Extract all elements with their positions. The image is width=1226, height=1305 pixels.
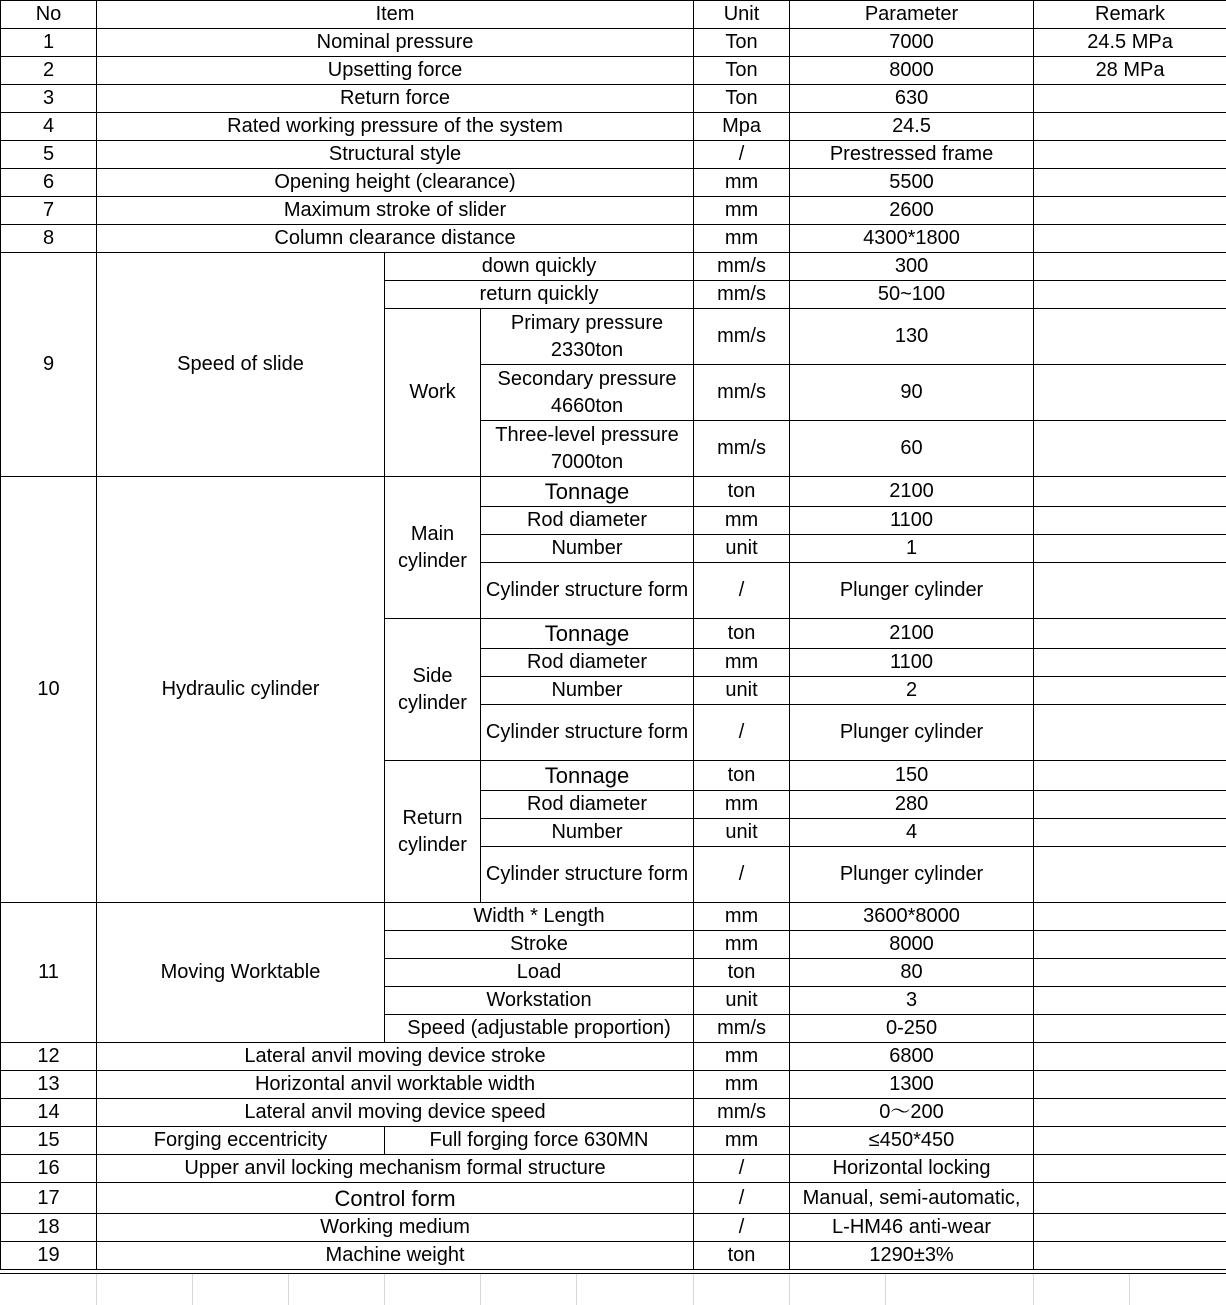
row-parameter: 130 <box>790 309 1034 365</box>
row-item: Machine weight <box>97 1242 694 1270</box>
row-unit: Mpa <box>694 113 790 141</box>
row-no: 17 <box>1 1183 97 1214</box>
row-no: 4 <box>1 113 97 141</box>
row-unit: / <box>694 705 790 761</box>
row-item: Maximum stroke of slider <box>97 197 694 225</box>
row-no: 3 <box>1 85 97 113</box>
row-unit: unit <box>694 819 790 847</box>
row-remark <box>1034 253 1226 281</box>
sub-item: Number <box>481 677 694 705</box>
header-item: Item <box>97 1 694 29</box>
row-remark <box>1034 903 1226 931</box>
sub-item: Tonnage <box>481 477 694 507</box>
row-remark <box>1034 477 1226 507</box>
sub-item: Secondary pressure 4660ton <box>481 365 694 421</box>
row-unit: mm/s <box>694 281 790 309</box>
row-unit: mm <box>694 507 790 535</box>
row-item: Opening height (clearance) <box>97 169 694 197</box>
row-item: Control form <box>97 1183 694 1214</box>
row-remark <box>1034 791 1226 819</box>
row-remark <box>1034 507 1226 535</box>
row-unit: mm/s <box>694 1099 790 1127</box>
row-parameter: 80 <box>790 959 1034 987</box>
row-remark <box>1034 705 1226 761</box>
row-unit: / <box>694 847 790 903</box>
table-row <box>1 85 1226 113</box>
row-remark <box>1034 619 1226 649</box>
row-item: Structural style <box>97 141 694 169</box>
row-unit: unit <box>694 535 790 563</box>
row-item: Forging eccentricity <box>97 1127 385 1155</box>
table-row <box>1 113 1226 141</box>
header-unit: Unit <box>694 1 790 29</box>
row-parameter: Manual, semi-automatic, <box>790 1183 1034 1214</box>
row-parameter: 1100 <box>790 507 1034 535</box>
table-row <box>1 1183 1226 1214</box>
row-no: 18 <box>1 1214 97 1242</box>
row-remark <box>1034 931 1226 959</box>
row-unit: mm <box>694 225 790 253</box>
row-unit: Ton <box>694 57 790 85</box>
row-parameter: 150 <box>790 761 1034 791</box>
row-remark <box>1034 1071 1226 1099</box>
row-parameter: 2 <box>790 677 1034 705</box>
row-parameter: 3 <box>790 987 1034 1015</box>
row-unit: / <box>694 1155 790 1183</box>
sub-item: Rod diameter <box>481 791 694 819</box>
row-unit: / <box>694 1214 790 1242</box>
row-unit: mm <box>694 931 790 959</box>
row-remark <box>1034 1214 1226 1242</box>
row-unit: ton <box>694 1242 790 1270</box>
row-parameter: 280 <box>790 791 1034 819</box>
row-no: 2 <box>1 57 97 85</box>
row-item: Upper anvil locking mechanism formal structure <box>97 1155 694 1183</box>
row-remark: 24.5 MPa <box>1034 29 1226 57</box>
header-row <box>1 1 1226 29</box>
row-no: 13 <box>1 1071 97 1099</box>
row-parameter: 3600*8000 <box>790 903 1034 931</box>
row-item: Nominal pressure <box>97 29 694 57</box>
row-remark <box>1034 1043 1226 1071</box>
row-unit: mm <box>694 649 790 677</box>
sub-item: Load <box>385 959 694 987</box>
table-row <box>1 1071 1226 1099</box>
row-parameter: 24.5 <box>790 113 1034 141</box>
row-item: Lateral anvil moving device speed <box>97 1099 694 1127</box>
sub-group: Work <box>385 309 481 477</box>
row-item: Column clearance distance <box>97 225 694 253</box>
row-remark <box>1034 563 1226 619</box>
row-unit: mm <box>694 169 790 197</box>
row-unit: mm <box>694 197 790 225</box>
row-no: 11 <box>1 903 97 1043</box>
row-remark <box>1034 365 1226 421</box>
row-remark <box>1034 959 1226 987</box>
row-remark <box>1034 1127 1226 1155</box>
row-no: 14 <box>1 1099 97 1127</box>
row-unit: mm <box>694 1127 790 1155</box>
row-parameter: L-HM46 anti-wear <box>790 1214 1034 1242</box>
empty-grid-row <box>0 1273 1226 1305</box>
row-parameter: 1290±3% <box>790 1242 1034 1270</box>
row-remark <box>1034 169 1226 197</box>
sub-item: Rod diameter <box>481 507 694 535</box>
row-parameter: Plunger cylinder <box>790 705 1034 761</box>
table-row <box>1 477 1226 507</box>
row-remark <box>1034 141 1226 169</box>
row-remark <box>1034 1015 1226 1043</box>
sub-item: Cylinder structure form <box>481 563 694 619</box>
row-item: Return force <box>97 85 694 113</box>
row-unit: mm <box>694 903 790 931</box>
table-row <box>1 1242 1226 1270</box>
row-unit: unit <box>694 987 790 1015</box>
row-unit: / <box>694 1183 790 1214</box>
row-item: Rated working pressure of the system <box>97 113 694 141</box>
table-row <box>1 57 1226 85</box>
row-no: 6 <box>1 169 97 197</box>
row-unit: / <box>694 563 790 619</box>
row-unit: mm <box>694 1071 790 1099</box>
row-unit: ton <box>694 619 790 649</box>
grid-line <box>576 1274 577 1305</box>
row-remark <box>1034 761 1226 791</box>
sub-item: Cylinder structure form <box>481 847 694 903</box>
row-unit: mm/s <box>694 309 790 365</box>
table-row <box>1 1155 1226 1183</box>
row-no: 9 <box>1 253 97 477</box>
row-parameter: 2100 <box>790 619 1034 649</box>
row-no: 19 <box>1 1242 97 1270</box>
row-parameter: 90 <box>790 365 1034 421</box>
sub-item: Stroke <box>385 931 694 959</box>
row-item: Speed of slide <box>97 253 385 477</box>
row-no: 5 <box>1 141 97 169</box>
table-row <box>1 197 1226 225</box>
row-unit: mm/s <box>694 365 790 421</box>
table-row <box>1 903 1226 931</box>
grid-line <box>288 1274 289 1305</box>
sub-item: Tonnage <box>481 619 694 649</box>
row-remark <box>1034 535 1226 563</box>
row-item: Working medium <box>97 1214 694 1242</box>
row-unit: Ton <box>694 85 790 113</box>
row-unit: mm/s <box>694 421 790 477</box>
grid-line <box>192 1274 193 1305</box>
row-no: 16 <box>1 1155 97 1183</box>
row-item: Horizontal anvil worktable width <box>97 1071 694 1099</box>
row-item: Hydraulic cylinder <box>97 477 385 903</box>
sub-group: Side cylinder <box>385 619 481 761</box>
row-parameter: 0-250 <box>790 1015 1034 1043</box>
sub-item: Number <box>481 535 694 563</box>
row-remark <box>1034 421 1226 477</box>
grid-line <box>789 1274 790 1305</box>
sub-item: Number <box>481 819 694 847</box>
table-row <box>1 1099 1226 1127</box>
row-parameter: Plunger cylinder <box>790 563 1034 619</box>
row-remark <box>1034 1242 1226 1270</box>
row-parameter: 1 <box>790 535 1034 563</box>
grid-line <box>1033 1274 1034 1305</box>
row-parameter: 5500 <box>790 169 1034 197</box>
row-no: 15 <box>1 1127 97 1155</box>
row-parameter: 6800 <box>790 1043 1034 1071</box>
table-row <box>1 141 1226 169</box>
row-remark <box>1034 197 1226 225</box>
row-no: 12 <box>1 1043 97 1071</box>
row-unit: ton <box>694 959 790 987</box>
row-unit: mm/s <box>694 253 790 281</box>
row-remark <box>1034 1099 1226 1127</box>
row-remark <box>1034 819 1226 847</box>
sub-item: Three-level pressure 7000ton <box>481 421 694 477</box>
row-item: Upsetting force <box>97 57 694 85</box>
row-remark <box>1034 987 1226 1015</box>
row-remark <box>1034 309 1226 365</box>
row-parameter: ≤450*450 <box>790 1127 1034 1155</box>
row-unit: Ton <box>694 29 790 57</box>
grid-line <box>885 1274 886 1305</box>
sub-item: Tonnage <box>481 761 694 791</box>
sub-item: down quickly <box>385 253 694 281</box>
sub-item: Workstation <box>385 987 694 1015</box>
row-parameter: 1300 <box>790 1071 1034 1099</box>
row-unit: / <box>694 141 790 169</box>
row-no: 10 <box>1 477 97 903</box>
row-remark <box>1034 677 1226 705</box>
row-remark: 28 MPa <box>1034 57 1226 85</box>
row-remark <box>1034 649 1226 677</box>
header-parameter: Parameter <box>790 1 1034 29</box>
row-parameter: Horizontal locking <box>790 1155 1034 1183</box>
table-row <box>1 169 1226 197</box>
sub-item: Primary pressure 2330ton <box>481 309 694 365</box>
row-unit: ton <box>694 477 790 507</box>
sub-item: Full forging force 630MN <box>385 1127 694 1155</box>
sub-group: Main cylinder <box>385 477 481 619</box>
grid-line <box>1129 1274 1130 1305</box>
table-row <box>1 253 1226 281</box>
row-unit: ton <box>694 761 790 791</box>
row-parameter: 1100 <box>790 649 1034 677</box>
row-remark <box>1034 1155 1226 1183</box>
row-unit: mm <box>694 1043 790 1071</box>
grid-line <box>693 1274 694 1305</box>
row-remark <box>1034 225 1226 253</box>
sub-item: Cylinder structure form <box>481 705 694 761</box>
row-parameter: 0～200 <box>790 1099 1034 1127</box>
table-row <box>1 29 1226 57</box>
row-remark <box>1034 1183 1226 1214</box>
row-unit: mm <box>694 791 790 819</box>
row-parameter: 60 <box>790 421 1034 477</box>
table-row <box>1 1127 1226 1155</box>
grid-line <box>480 1274 481 1305</box>
row-remark <box>1034 85 1226 113</box>
row-parameter: 4 <box>790 819 1034 847</box>
row-parameter: 2100 <box>790 477 1034 507</box>
grid-line <box>96 1274 97 1305</box>
row-parameter: 2600 <box>790 197 1034 225</box>
row-unit: mm/s <box>694 1015 790 1043</box>
row-remark <box>1034 847 1226 903</box>
row-parameter: 50~100 <box>790 281 1034 309</box>
row-parameter: 4300*1800 <box>790 225 1034 253</box>
row-remark <box>1034 113 1226 141</box>
grid-line <box>384 1274 385 1305</box>
row-parameter: 8000 <box>790 931 1034 959</box>
sub-item: Speed (adjustable proportion) <box>385 1015 694 1043</box>
row-parameter: 7000 <box>790 29 1034 57</box>
sub-item: return quickly <box>385 281 694 309</box>
sub-item: Rod diameter <box>481 649 694 677</box>
sub-item: Width * Length <box>385 903 694 931</box>
row-parameter: 8000 <box>790 57 1034 85</box>
row-remark <box>1034 281 1226 309</box>
header-remark: Remark <box>1034 1 1226 29</box>
table-row <box>1 225 1226 253</box>
row-no: 8 <box>1 225 97 253</box>
row-parameter: 300 <box>790 253 1034 281</box>
row-unit: unit <box>694 677 790 705</box>
row-item: Lateral anvil moving device stroke <box>97 1043 694 1071</box>
table-row <box>1 1214 1226 1242</box>
row-parameter: Plunger cylinder <box>790 847 1034 903</box>
row-no: 7 <box>1 197 97 225</box>
row-parameter: 630 <box>790 85 1034 113</box>
table-row <box>1 1043 1226 1071</box>
sub-group: Return cylinder <box>385 761 481 903</box>
row-item: Moving Worktable <box>97 903 385 1043</box>
row-no: 1 <box>1 29 97 57</box>
row-parameter: Prestressed frame <box>790 141 1034 169</box>
header-no: No <box>1 1 97 29</box>
